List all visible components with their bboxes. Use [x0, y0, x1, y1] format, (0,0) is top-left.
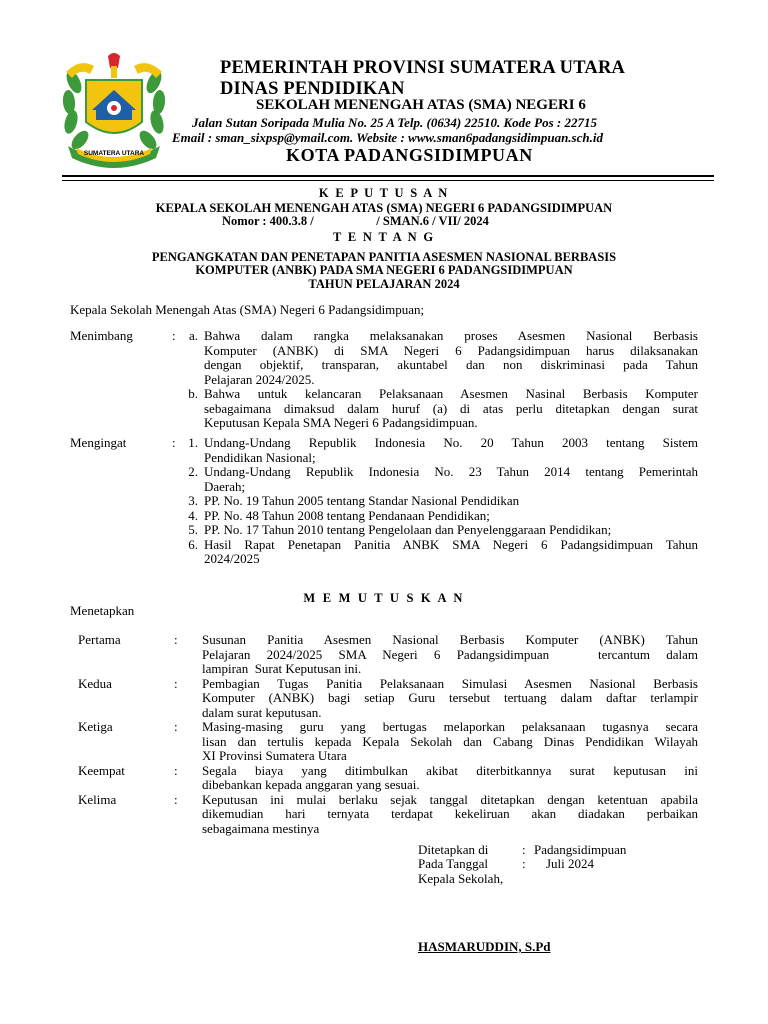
mengingat-item-line: Undang-Undang Republik Indonesia No. 23 Tahun 2014 tentang Pemerintah: [204, 464, 698, 479]
decision-line: Segala biaya yang ditimbulkan akibat diterbitkannya surat keputusan ini: [202, 762, 698, 778]
mengingat-item: [182, 538, 698, 567]
menimbang-colon: :: [172, 328, 176, 343]
menimbang-item-line: dengan objektif, transparan, akuntabel dan non diskriminasi pada Tahun: [204, 357, 698, 372]
mengingat-list: [182, 436, 698, 567]
decision-line: XI Provinsi Sumatera Utara: [202, 748, 347, 763]
mengingat-item: [182, 436, 698, 465]
letterhead-school: SEKOLAH MENENGAH ATAS (SMA) NEGERI 6: [256, 97, 586, 113]
decision-line: Pelajaran 2024/2025 SMA Negeri 6 Padangsidimpuan tercantum dalam: [202, 646, 698, 662]
letterhead-address: Jalan Sutan Soripada Mulia No. 25 A Telp. (0634) 22510. Kode Pos : 22715: [192, 115, 597, 130]
decision-list: [78, 633, 698, 836]
decree-number: Nomor : 400.3.8 / / SMAN.6 / VII/ 2024: [222, 214, 489, 228]
decision-label: Keempat: [78, 762, 125, 778]
decision-colon: :: [174, 762, 178, 778]
menimbang-list: [182, 329, 698, 431]
mengingat-item-line: Hasil Rapat Penetapan Panitia ANBK SMA Negeri 6 Padangsidimpuan Tahun: [204, 536, 698, 552]
decision-colon: :: [174, 675, 178, 691]
menimbang-item-line: Bahwa dalam rangka melaksanakan proses Asesmen Nasional Berbasis: [204, 328, 698, 343]
mengingat-item-line: 2024/2025: [204, 551, 260, 566]
memutuskan-heading: M E M U T U S K A N: [303, 591, 465, 605]
decision-label: Pertama: [78, 632, 121, 647]
sig-date-value: Juli 2024: [546, 856, 595, 871]
decision-line: dalam surat keputusan.: [202, 704, 322, 720]
letterhead-line1: PEMERINTAH PROVINSI SUMATERA UTARA: [220, 58, 626, 78]
decision-line: dikemudian hari ternyata terdapat kekeliruan akan diadakan perbaikan: [202, 806, 698, 821]
sig-role: Kepala Sekolah,: [418, 871, 504, 886]
mengingat-item-mark: 2.: [188, 464, 198, 479]
decree-about-label: T E N T A N G: [333, 230, 435, 244]
menimbang-item-line: Keputusan Kepala SMA Negeri 6 Padangsidimpuan.: [204, 415, 478, 430]
decision-line: lampiran Surat Keputusan ini.: [202, 661, 362, 676]
mengingat-item-mark: 1.: [188, 435, 198, 450]
header-rule-thin: [62, 180, 714, 181]
decree-subject-3: TAHUN PELAJARAN 2024: [308, 277, 460, 291]
decision-line: Komputer (ANBK) bagi setiap Guru tersebut tertuang dalam daftar terlampir: [202, 690, 698, 705]
decision-label: Kelima: [78, 791, 117, 807]
letterhead-contact: Email : sman_sixpsp@ymail.com. Website : www.sman6padangsidimpuan.sch.id: [172, 130, 603, 145]
mengingat-item-line: PP. No. 48 Tahun 2008 tentang Pendanaan Pendidikan;: [204, 507, 490, 523]
decision-line: lisan dan tertulis kepada Kepala Sekolah dan Cabang Dinas Pendidikan Wilayah: [202, 733, 698, 749]
decree-title: K E P U T U S A N: [318, 186, 450, 200]
decision-item: [78, 793, 698, 837]
sig-place-sep: :: [522, 842, 526, 857]
mengingat-item-mark: 5.: [188, 522, 198, 537]
menimbang-label: Menimbang: [70, 328, 133, 343]
decision-line: Susunan Panitia Asesmen Nasional Berbasis Komputer (ANBK) Tahun: [202, 632, 698, 647]
decision-line: sebagaimana mestinya: [202, 820, 320, 836]
mengingat-item-mark: 4.: [188, 507, 198, 523]
mengingat-label: Mengingat: [70, 435, 127, 450]
mengingat-item-line: PP. No. 19 Tahun 2005 tentang Standar Nasional Pendidikan: [204, 493, 520, 508]
mengingat-colon: :: [172, 435, 176, 450]
decree-subject-2: KOMPUTER (ANBK) PADA SMA NEGERI 6 PADANGSIDIMPUAN: [195, 263, 573, 277]
letterhead-line2: DINAS PENDIDIKAN: [220, 79, 405, 99]
sig-date-row: [418, 857, 608, 872]
decree-subject-1: PENGANGKATAN DAN PENETAPAN PANITIA ASESMEN NASIONAL BERBASIS: [151, 250, 617, 264]
decision-colon: :: [174, 719, 178, 734]
mengingat-item-line: Pendidikan Nasional;: [204, 449, 316, 465]
opening-statement: Kepala Sekolah Menengah Atas (SMA) Negeri 6 Padangsidimpuan;: [70, 302, 425, 317]
mengingat-item-line: PP. No. 17 Tahun 2010 tentang Pengelolaan dan Penyelenggaraan Pendidikan;: [204, 522, 612, 537]
mengingat-item-mark: 6.: [188, 536, 198, 552]
menimbang-item-mark: a.: [188, 328, 198, 343]
menetapkan-label: Menetapkan: [70, 603, 135, 618]
emblem-logo: [60, 52, 168, 170]
decision-line: Keputusan ini mulai berlaku sejak tanggal ditetapkan dengan ketentuan apabila: [202, 791, 698, 807]
menimbang-item: [182, 387, 698, 431]
menimbang-item-line: sebagaimana dimaksud dalam huruf (a) di atas perlu ditetapkan dengan surat: [204, 400, 698, 416]
letterhead-city: KOTA PADANGSIDIMPUAN: [286, 145, 533, 165]
decision-line: Masing-masing guru yang bertugas melaporkan pelaksanaan tugasnya secara: [202, 719, 698, 734]
decision-label: Ketiga: [78, 719, 113, 734]
decision-line: Pembagian Tugas Panitia Pelaksanaan Simulasi Asesmen Nasional Berbasis: [202, 675, 698, 691]
menimbang-item-line: Komputer (ANBK) di SMA Negeri 6 Padangsidimpuan harus dilaksanakan: [204, 342, 698, 358]
decision-item: [78, 677, 698, 721]
sig-date-label: Pada Tanggal: [418, 856, 488, 871]
menimbang-item-mark: b.: [188, 386, 198, 401]
mengingat-item: [182, 494, 698, 509]
svg-text:SUMATERA UTARA: SUMATERA UTARA: [83, 150, 145, 157]
mengingat-item: [182, 465, 698, 494]
decision-item: [78, 764, 698, 793]
decree-issuer: KEPALA SEKOLAH MENENGAH ATAS (SMA) NEGERI 6 PADANGSIDIMPUAN: [155, 201, 613, 215]
decision-item: [78, 633, 698, 677]
mengingat-item: [182, 509, 698, 524]
mengingat-item: [182, 523, 698, 538]
sig-name: HASMARUDDIN, S.Pd: [418, 939, 551, 954]
sig-date-sep: :: [522, 856, 526, 871]
menimbang-item-line: Bahwa untuk kelancaran Pelaksanaan Asesmen Nasinal Berbasis Komputer: [204, 386, 698, 401]
mengingat-item-line: Daerah;: [204, 478, 246, 494]
decision-colon: :: [174, 632, 178, 647]
menimbang-item-line: Pelajaran 2024/2025.: [204, 371, 315, 387]
decision-item: [78, 720, 698, 764]
decision-colon: :: [174, 791, 178, 807]
menimbang-item: [182, 329, 698, 387]
header-rule-thick: [62, 175, 714, 177]
mengingat-item-line: Undang-Undang Republik Indonesia No. 20 Tahun 2003 tentang Sistem: [204, 435, 698, 450]
decision-line: dibebankan kepada anggaran yang sesuai.: [202, 777, 420, 792]
mengingat-item-mark: 3.: [188, 493, 198, 508]
sig-place-label: Ditetapkan di: [418, 842, 489, 857]
decision-label: Kedua: [78, 675, 112, 691]
sig-place-value: Padangsidimpuan: [534, 842, 627, 857]
